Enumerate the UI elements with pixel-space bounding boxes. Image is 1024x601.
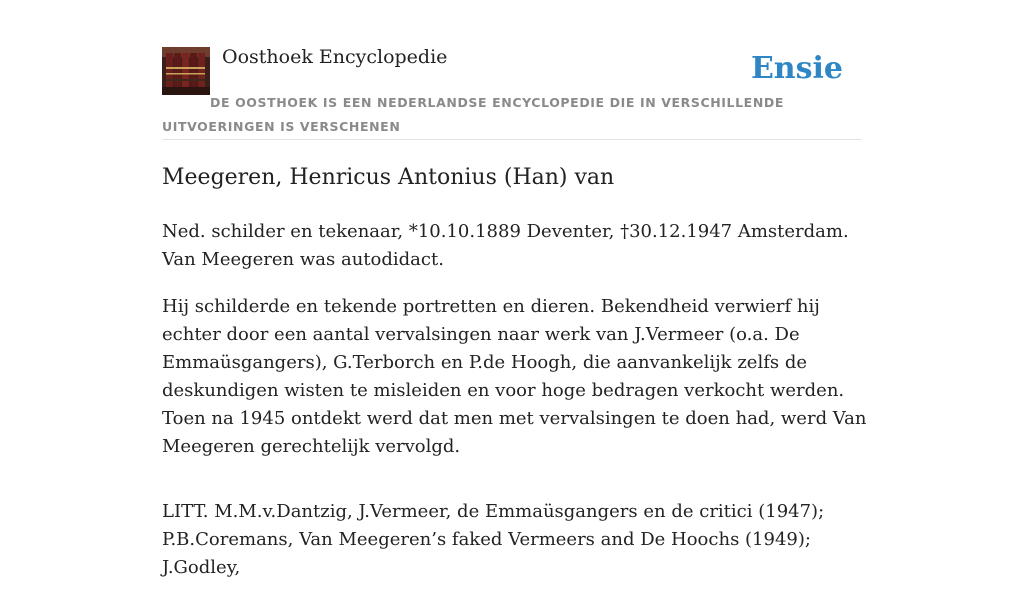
article [162, 160, 872, 601]
books-image [162, 47, 210, 95]
site-tagline: DE OOSTHOEK IS EEN NEDERLANDSE ENCYCLOPEDIE DIE IN VERSCHILLENDE UITVOERINGEN IS VERSCHENEN [162, 95, 784, 134]
article-body: Hij schilderde en tekende portretten en dieren. Bekendheid verwierf hij echter door een aantal vervalsingen naar werk van J.Vermeer (o.a. De Emmaüsgangers), G.Terborch en P.de Hoogh, die aanvankelijk zelfs de deskundigen wisten te misleiden en voor hoge bedragen verkocht werden. Toen na 1945 ontdekt werd dat men met vervalsingen te doen had, werd Van Meegeren gerechtelijk vervolgd. [162, 296, 867, 457]
ensie-logo-link[interactable]: Ensie [750, 51, 843, 86]
site-header [162, 44, 862, 140]
article-literature: LITT. M.M.v.Dantzig, J.Vermeer, de Emmaüsgangers en de critici (1947); P.B.Coremans, Van Meegeren’s faked Vermeers and De Hoochs (1949); J.Godley, [162, 501, 825, 578]
site-title-link[interactable]: Oosthoek Encyclopedie [222, 46, 448, 68]
article-title: Meegeren, Henricus Antonius (Han) van [162, 165, 615, 190]
article-intro: Ned. schilder en tekenaar, *10.10.1889 Deventer, †30.12.1947 Amsterdam. Van Meegeren was autodidact. [162, 221, 849, 270]
encyclopedia-books-icon[interactable] [162, 47, 210, 95]
